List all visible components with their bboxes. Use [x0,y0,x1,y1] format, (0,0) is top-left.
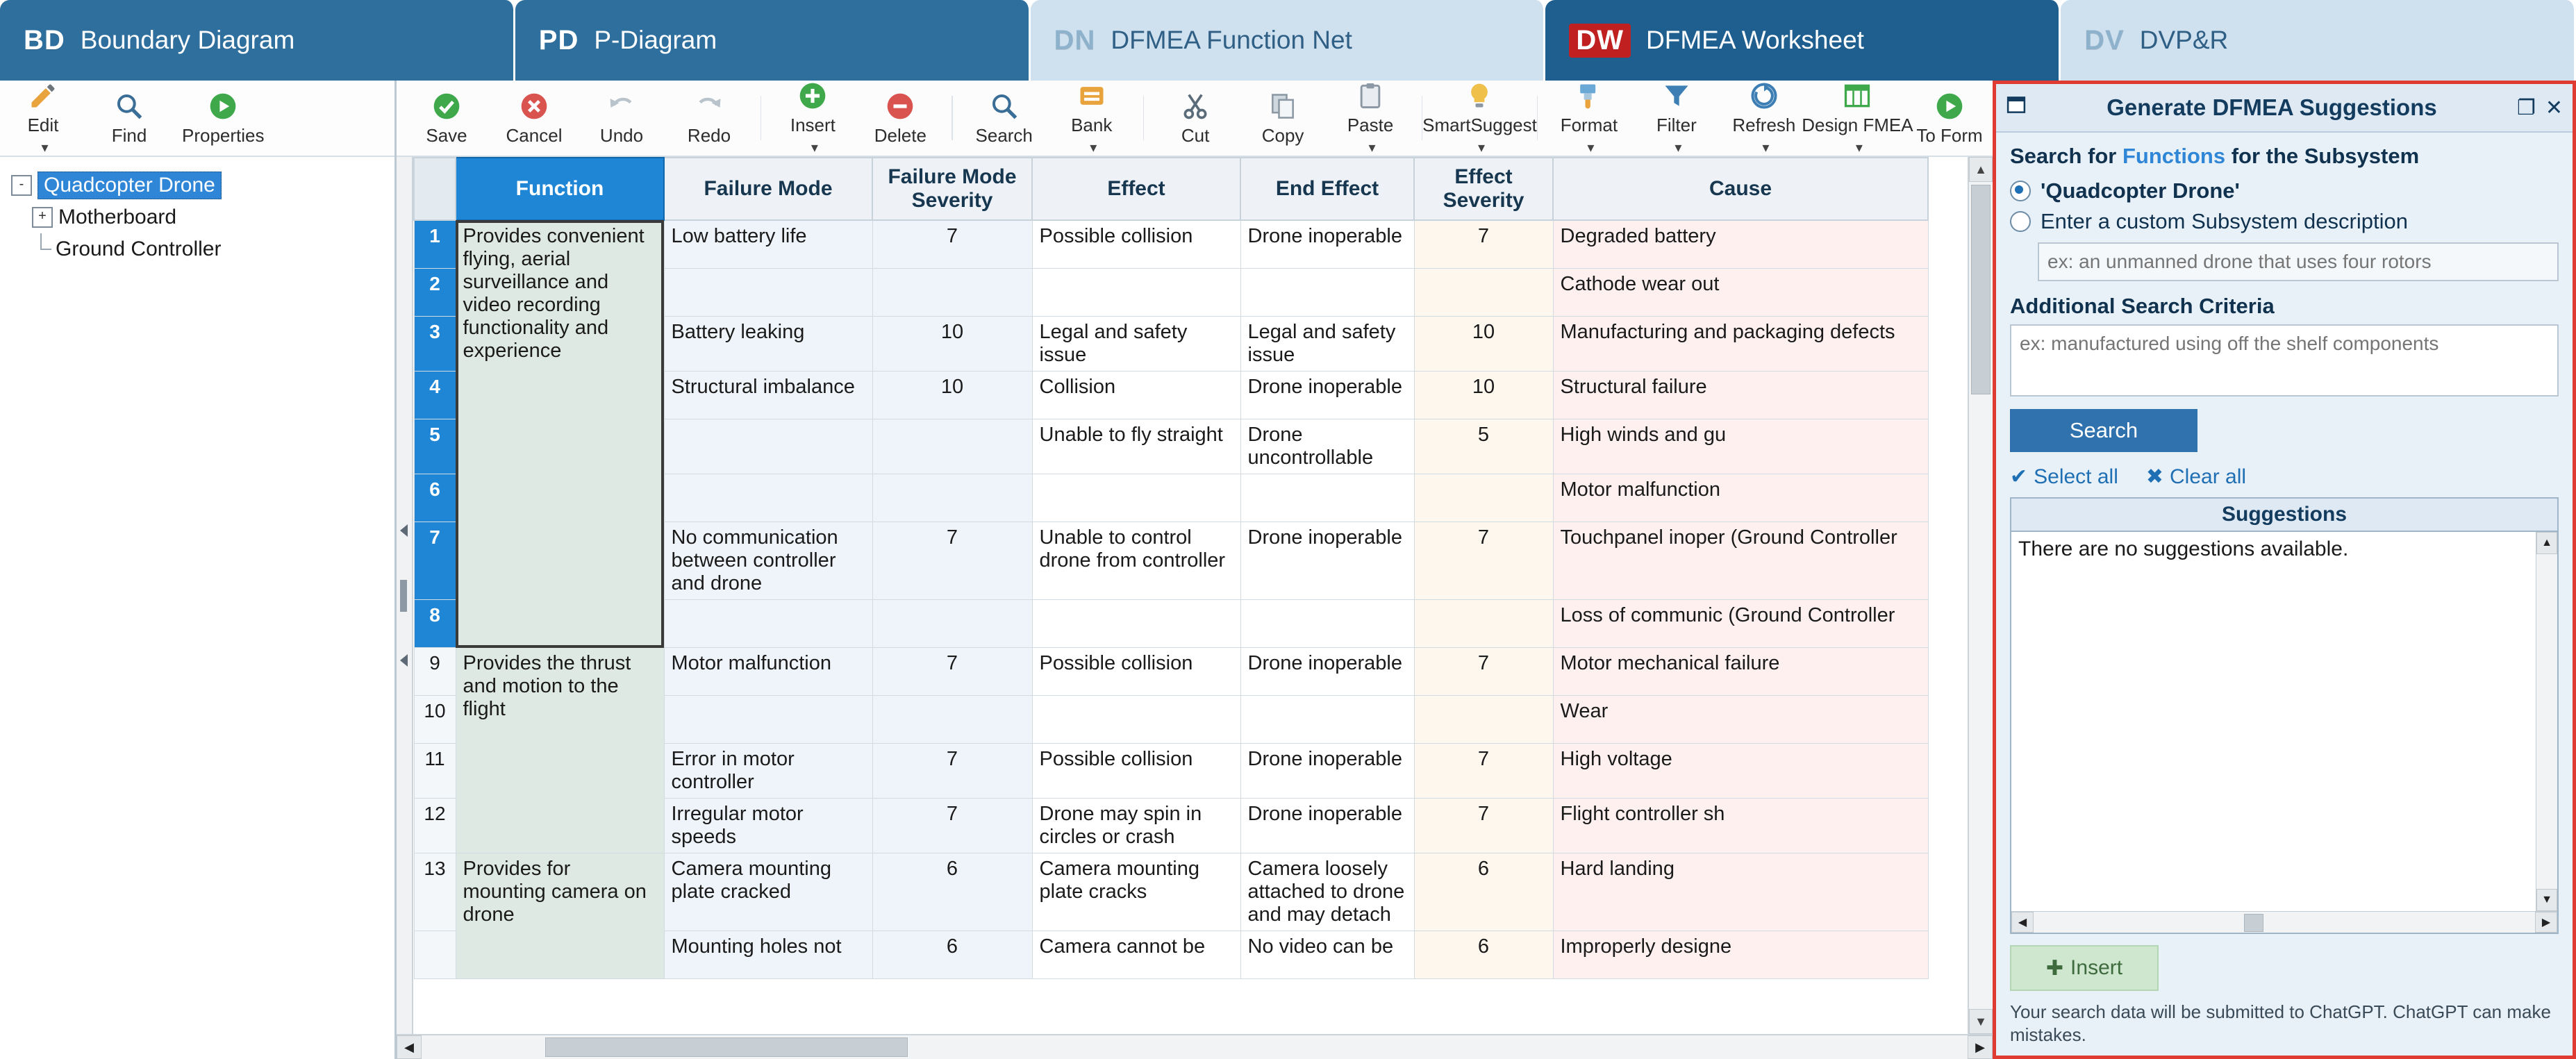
row-number[interactable] [414,931,456,979]
cell-failure-mode-severity[interactable]: 7 [872,744,1032,799]
tab-abbr-dn: DN [1054,24,1096,56]
cell-effect[interactable]: Collision [1032,372,1240,419]
radio-subsystem-row[interactable] [2010,178,2559,203]
scroll-right-icon[interactable]: ▶ [2535,912,2557,933]
suggestions-box [2010,497,2559,934]
cell-end-effect[interactable]: Drone uncontrollable [1240,419,1414,474]
search-button[interactable] [961,87,1047,149]
design-fmea-button[interactable] [1802,77,1913,159]
cell-failure-mode-severity[interactable]: 7 [872,220,1032,269]
cell-effect-severity[interactable]: 7 [1414,220,1553,269]
clear-all-link[interactable] [2146,465,2246,489]
cell-failure-mode-severity[interactable]: 6 [872,931,1032,979]
edit-button[interactable] [0,77,86,159]
tab-dfmea-function-net[interactable] [1031,0,1546,81]
play-circle-icon [1934,90,1965,122]
find-button[interactable] [86,87,172,149]
function-cell[interactable]: Provides for mounting camera on drone [456,853,664,979]
cell-end-effect[interactable] [1240,600,1414,648]
search-button[interactable]: Search [2010,409,2197,452]
copy-button[interactable] [1240,87,1326,149]
cell-effect-severity[interactable] [1414,269,1553,317]
additional-criteria-input[interactable] [2010,324,2559,397]
tab-dfmea-worksheet[interactable] [1545,0,2061,81]
cell-effect[interactable]: Camera cannot be [1032,931,1240,979]
cell-cause[interactable]: Motor mechanical failure [1553,648,1928,696]
worksheet-table-viewport [413,157,1968,1034]
column-header-end-effect[interactable]: End Effect [1240,158,1414,220]
row-number[interactable]: 1 [414,220,456,269]
cell-end-effect[interactable]: Drone inoperable [1240,522,1414,600]
pencil-icon [28,80,58,112]
plus-icon: ✚ [2045,956,2064,980]
tree-toggle-icon[interactable]: - [11,175,32,196]
search-for-line [2010,144,2559,169]
cell-cause[interactable]: Motor malfunction [1553,474,1928,522]
cell-failure-mode[interactable]: Error in motor controller [664,744,872,799]
cut-button[interactable] [1152,87,1238,149]
suggestions-header: Suggestions [2011,499,2557,532]
cell-failure-mode-severity[interactable]: 10 [872,317,1032,372]
worksheet-toolbar [397,81,1993,157]
cancel-circle-icon [519,90,549,122]
function-cell[interactable]: Provides convenient flying, aerial surveillance and video recording functionality and experience [456,220,664,648]
selection-actions [2010,465,2559,489]
close-icon[interactable]: ✕ [2545,96,2563,119]
splitter-grip[interactable] [400,580,407,612]
suggestions-horizontal-scrollbar[interactable] [2011,911,2557,933]
panel-title-bar [1996,84,2573,133]
cell-effect-severity[interactable]: 5 [1414,419,1553,474]
cell-cause[interactable]: Flight controller sh [1553,799,1928,853]
scroll-right-icon[interactable]: ▶ [1968,1035,1993,1059]
cell-effect-severity[interactable]: 7 [1414,648,1553,696]
cell-end-effect[interactable] [1240,269,1414,317]
cell-end-effect[interactable]: Drone inoperable [1240,220,1414,269]
custom-subsystem-input[interactable] [2038,242,2559,281]
column-header-function[interactable]: Function [456,158,664,220]
tab-abbr-dw: DW [1569,24,1631,58]
cell-failure-mode-severity[interactable]: 7 [872,799,1032,853]
save-button[interactable] [404,87,490,149]
row-number[interactable]: 11 [414,744,456,799]
cell-effect[interactable] [1032,696,1240,744]
cell-cause[interactable]: Wear [1553,696,1928,744]
paintbrush-icon [1574,80,1604,112]
additional-criteria-label: Additional Search Criteria [2010,294,2275,318]
row-number[interactable]: 13 [414,853,456,931]
cell-failure-mode[interactable] [664,269,872,317]
cell-end-effect[interactable]: Drone inoperable [1240,799,1414,853]
tree-item-ground-controller[interactable] [11,233,388,265]
search-for-suffix: for the Subsystem [2231,144,2420,168]
tab-p-diagram[interactable] [515,0,1031,81]
cell-cause[interactable]: Degraded battery [1553,220,1928,269]
cell-failure-mode-severity[interactable]: 6 [872,853,1032,931]
function-cell[interactable]: Provides the thrust and motion to the flight [456,648,664,853]
table-header-row [414,158,1928,220]
search-label: Search [975,124,1033,146]
scroll-left-icon[interactable]: ◀ [397,1035,422,1059]
cell-failure-mode[interactable] [664,696,872,744]
refresh-button[interactable] [1721,77,1807,159]
cell-failure-mode-severity[interactable] [872,600,1032,648]
cell-failure-mode[interactable] [664,419,872,474]
cell-end-effect[interactable]: Legal and safety issue [1240,317,1414,372]
search-for-prefix: Search for [2010,144,2117,168]
select-all-link[interactable] [2010,465,2118,489]
cell-failure-mode[interactable] [664,474,872,522]
cell-cause[interactable]: Loss of communic (Ground Controller [1553,600,1928,648]
cell-end-effect[interactable] [1240,474,1414,522]
cut-label: Cut [1181,124,1210,146]
close-icon: ✖ [2145,465,2164,488]
insert-suggestions-button[interactable] [2010,945,2159,991]
cell-failure-mode-severity[interactable] [872,696,1032,744]
insert-button[interactable] [770,77,856,159]
properties-label: Properties [182,124,265,146]
chatgpt-disclaimer: Your search data will be submitted to ChatGPT. ChatGPT can make mistakes. [2010,1001,2551,1045]
generate-dfmea-suggestions-panel [1993,81,2576,1059]
chevron-down-icon: ▾ [1675,140,1682,156]
save-label: Save [426,124,467,146]
row-number[interactable]: 12 [414,799,456,853]
pane-splitter[interactable] [397,157,413,1034]
row-number[interactable]: 4 [414,372,456,419]
check-icon: ✔ [2010,465,2028,488]
cell-effect-severity[interactable]: 10 [1414,372,1553,419]
cell-cause[interactable]: Improperly designe [1553,931,1928,979]
row-number[interactable]: 5 [414,419,456,474]
suggestions-list: There are no suggestions available. [2018,537,2349,560]
insert-label: Insert [2070,956,2123,979]
row-number[interactable]: 2 [414,269,456,317]
toolbar-divider [1143,96,1144,140]
tab-label-bd: Boundary Diagram [80,26,295,54]
filter-button[interactable] [1634,77,1720,159]
structure-tree-pane [0,81,397,1059]
row-number[interactable]: 3 [414,317,456,372]
cell-effect-severity[interactable]: 7 [1414,744,1553,799]
suggestions-hscroll-track[interactable] [2034,912,2535,932]
cell-failure-mode[interactable]: Motor malfunction [664,648,872,696]
grid-green-icon [1842,80,1872,112]
scroll-down-icon[interactable]: ▼ [1969,1009,1993,1034]
cell-failure-mode[interactable]: Mounting holes not [664,931,872,979]
cancel-label: Cancel [506,124,563,146]
undo-button[interactable] [579,87,665,149]
radio-custom-row[interactable] [2010,209,2559,234]
cell-effect[interactable]: Possible collision [1032,744,1240,799]
tab-label-dv: DVP&R [2139,26,2229,54]
tab-label-dn: DFMEA Function Net [1111,26,1352,54]
main-content-row [0,81,2576,1059]
redo-button[interactable] [666,87,752,149]
cell-effect[interactable] [1032,600,1240,648]
delete-circle-icon [885,90,915,122]
tab-abbr-pd: PD [538,24,579,56]
plus-circle-icon [797,80,828,112]
scroll-down-icon[interactable]: ▼ [2536,889,2557,911]
row-number[interactable]: 8 [414,600,456,648]
column-header-cause[interactable]: Cause [1553,158,1928,220]
to-form-label: To Form [1916,124,1983,146]
chevron-down-icon: ▾ [1587,140,1595,156]
cell-cause[interactable]: High winds and gu [1553,419,1928,474]
radio-subsystem[interactable] [2010,181,2031,201]
tree-label-ground-controller: Ground Controller [56,237,222,260]
horizontal-scroll-thumb[interactable] [545,1037,908,1057]
cell-cause[interactable]: Structural failure [1553,372,1928,419]
copy-icon [1268,90,1298,122]
cell-cause[interactable]: High voltage [1553,744,1928,799]
cell-cause[interactable]: Cathode wear out [1553,269,1928,317]
scroll-up-icon[interactable]: ▲ [1969,157,1993,182]
check-circle-icon [431,90,462,122]
tab-abbr-bd: BD [24,24,65,56]
smartsuggest-label: SmartSuggest [1422,115,1537,135]
design-fmea-label: Design FMEA [1802,115,1913,135]
worksheet-grid-area [397,157,1993,1034]
table-row[interactable] [414,220,1928,269]
cell-cause[interactable]: Touchpanel inoper (Ground Controller [1553,522,1928,600]
column-header-failure-mode[interactable]: Failure Mode [664,158,872,220]
tab-abbr-dv: DV [2084,24,2125,56]
column-header-effect[interactable]: Effect [1032,158,1240,220]
bank-button[interactable] [1049,77,1135,159]
suggestions-inner [2011,532,2557,911]
undo-arrow-icon [606,90,637,122]
edit-label: Edit [27,115,59,135]
row-number[interactable]: 7 [414,522,456,600]
cell-failure-mode-severity[interactable] [872,474,1032,522]
cell-end-effect[interactable]: Drone inoperable [1240,648,1414,696]
panel-title: Generate DFMEA Suggestions [2106,94,2437,120]
vertical-scroll-thumb[interactable] [1971,185,1991,394]
cell-effect-severity[interactable]: 6 [1414,853,1553,931]
column-header-failure-mode-severity[interactable]: Failure Mode Severity [872,158,1032,220]
row-number[interactable]: 6 [414,474,456,522]
tab-dvpr[interactable] [2061,0,2576,81]
cell-failure-mode-severity[interactable] [872,269,1032,317]
cell-effect[interactable]: Possible collision [1032,220,1240,269]
cell-failure-mode[interactable]: Irregular motor speeds [664,799,872,853]
cell-effect[interactable]: Legal and safety issue [1032,317,1240,372]
row-number[interactable]: 9 [414,648,456,696]
cell-end-effect[interactable]: Drone inoperable [1240,372,1414,419]
chevron-down-icon: ▾ [41,140,49,156]
select-all-label: Select all [2034,465,2118,488]
cell-failure-mode-severity[interactable]: 7 [872,648,1032,696]
cell-effect[interactable]: Unable to control drone from controller [1032,522,1240,600]
cell-failure-mode[interactable] [664,600,872,648]
tab-label-pd: P-Diagram [594,26,717,54]
cell-end-effect[interactable]: Drone inoperable [1240,744,1414,799]
tree-item-motherboard[interactable] [11,201,388,233]
filter-label: Filter [1656,115,1697,135]
column-header-corner[interactable] [414,158,456,220]
row-number[interactable]: 10 [414,696,456,744]
magnifier-icon [989,90,1020,122]
scroll-left-icon[interactable]: ◀ [2011,912,2034,933]
cell-failure-mode-severity[interactable] [872,419,1032,474]
cell-failure-mode[interactable]: Battery leaking [664,317,872,372]
restore-window-icon[interactable]: ❐ [2516,96,2536,119]
cancel-button[interactable] [491,87,577,149]
to-form-button[interactable] [1906,87,1993,149]
cell-failure-mode-severity[interactable]: 7 [872,522,1032,600]
cell-effect[interactable]: Drone may spin in circles or crash [1032,799,1240,853]
properties-button[interactable] [172,87,274,149]
chevron-down-icon: ▾ [1477,140,1485,156]
cell-failure-mode[interactable]: Low battery life [664,220,872,269]
cell-effect-severity[interactable]: 7 [1414,799,1553,853]
cell-failure-mode-severity[interactable]: 10 [872,372,1032,419]
cell-effect[interactable]: Unable to fly straight [1032,419,1240,474]
chevron-down-icon: ▾ [811,140,818,156]
scroll-up-icon[interactable]: ▲ [2536,532,2557,554]
delete-button[interactable] [857,87,943,149]
tab-boundary-diagram[interactable] [0,0,515,81]
chevron-down-icon: ▾ [1090,140,1097,156]
table-row[interactable] [414,648,1928,696]
tab-label-dw: DFMEA Worksheet [1646,26,1864,54]
cell-effect-severity[interactable] [1414,696,1553,744]
cell-failure-mode[interactable]: Camera mounting plate cracked [664,853,872,931]
cell-effect-severity[interactable]: 6 [1414,931,1553,979]
cell-effect-severity[interactable]: 10 [1414,317,1553,372]
cell-effect[interactable] [1032,474,1240,522]
paste-label: Paste [1347,115,1394,135]
magnifier-icon [114,90,144,122]
cell-cause[interactable]: Manufacturing and packaging defects [1553,317,1928,372]
radio-subsystem-label: 'Quadcopter Drone' [2041,178,2240,203]
radio-custom[interactable] [2010,211,2031,232]
bank-drawer-icon [1077,80,1107,112]
chevron-down-icon: ▾ [1855,140,1863,156]
undo-label: Undo [599,124,644,146]
dfmea-worksheet-table [413,157,1929,979]
cell-effect-severity[interactable]: 7 [1414,522,1553,600]
panel-body [1996,133,2573,1056]
chevron-down-icon: ▾ [1762,140,1770,156]
tree-label-motherboard: Motherboard [58,206,177,228]
smartsuggest-button[interactable] [1422,77,1537,159]
cell-effect[interactable]: Possible collision [1032,648,1240,696]
funnel-icon [1661,80,1692,112]
bank-label: Bank [1071,115,1113,135]
copy-label: Copy [1261,124,1304,146]
cell-effect-severity[interactable] [1414,474,1553,522]
format-button[interactable] [1546,77,1632,159]
suggestions-hscroll-thumb[interactable] [2244,914,2263,932]
cell-end-effect[interactable] [1240,696,1414,744]
redo-arrow-icon [694,90,724,122]
tree-elbow-icon [32,240,50,258]
tree-toggle-icon[interactable]: + [32,207,53,228]
clear-all-label: Clear all [2170,465,2247,488]
worksheet-pane [397,81,1993,1059]
horizontal-scroll-track[interactable] [422,1036,1968,1058]
search-for-target: Functions [2122,144,2226,168]
grid-vertical-scrollbar[interactable] [1968,157,1993,1034]
insert-label: Insert [790,115,836,135]
table-row[interactable] [414,853,1928,931]
tree-label-quadcopter-drone: Quadcopter Drone [38,172,222,199]
tree-item-quadcopter-drone[interactable] [11,169,388,201]
cell-end-effect[interactable]: No video can be [1240,931,1414,979]
refresh-label: Refresh [1732,115,1796,135]
format-label: Format [1560,115,1618,135]
refresh-icon [1749,80,1779,112]
redo-label: Redo [687,124,731,146]
column-header-effect-severity[interactable]: Effect Severity [1414,158,1553,220]
cell-end-effect[interactable]: Camera loosely attached to drone and may detach [1240,853,1414,931]
delete-label: Delete [874,124,926,146]
app-window-icon [2006,94,2027,121]
find-label: Find [111,124,147,146]
grid-horizontal-scrollbar[interactable] [397,1034,1993,1059]
suggestions-vertical-scrollbar[interactable] [2536,532,2557,911]
cell-effect[interactable]: Camera mounting plate cracks [1032,853,1240,931]
lightbulb-icon [1464,80,1495,112]
cell-effect-severity[interactable] [1414,600,1553,648]
paste-button[interactable] [1327,77,1413,159]
cell-failure-mode[interactable]: No communication between controller and drone [664,522,872,600]
play-circle-icon [208,90,238,122]
clipboard-icon [1355,80,1386,112]
cell-cause[interactable]: Hard landing [1553,853,1928,931]
structure-tree [0,157,394,1059]
cell-effect[interactable] [1032,269,1240,317]
scissors-icon [1180,90,1211,122]
module-tab-bar [0,0,2576,81]
toolbar-divider [1537,96,1538,140]
cell-failure-mode[interactable]: Structural imbalance [664,372,872,419]
radio-custom-label: Enter a custom Subsystem description [2041,209,2408,233]
tree-toolbar [0,81,394,157]
splitter-collapse-right-icon[interactable] [400,654,408,667]
chevron-down-icon: ▾ [1368,140,1376,156]
splitter-collapse-left-icon[interactable] [400,524,408,537]
